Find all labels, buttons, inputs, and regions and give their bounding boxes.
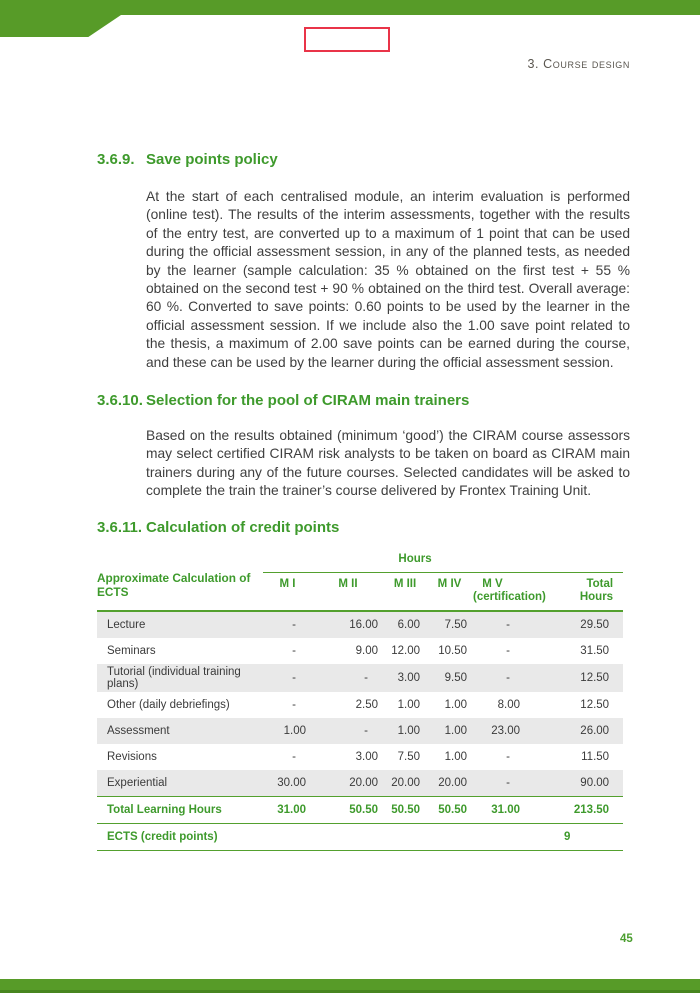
cell: 9.50 <box>444 672 467 684</box>
table-row-ects <box>97 824 623 851</box>
cell: - <box>506 751 510 763</box>
cell-empty <box>263 824 526 851</box>
row-label: Revisions <box>107 751 157 763</box>
cell: 31.50 <box>580 645 610 657</box>
running-header: 3. Course design <box>527 57 630 71</box>
cell: - <box>506 645 510 657</box>
section-paragraph: Based on the results obtained (minimum ‘good’) the CIRAM course assessors may select certified CIRAM risk analysts to be taken on board as CIRAM main trainers during any of the future courses. Selected candidates will be asked to complete the train the trainer’s course delivered by Frontex Training Unit. <box>146 428 630 499</box>
cell: - <box>506 619 510 631</box>
cell: 1.00 <box>444 725 467 737</box>
table-corner-header: Approximate Calculation of ECTS <box>97 550 263 611</box>
cell: 3.00 <box>355 751 378 763</box>
cell: 30.00 <box>277 777 306 789</box>
cell: 26.00 <box>580 725 610 737</box>
row-label: Total Learning Hours <box>97 797 263 824</box>
page-number: 45 <box>620 933 633 945</box>
cell: 12.50 <box>580 699 610 711</box>
table-row-tutorial <box>97 664 623 692</box>
cell: - <box>506 672 510 684</box>
column-header-label: M V <box>482 578 503 590</box>
cell: 50.50 <box>312 797 384 824</box>
row-label: Tutorial (individual training plans) <box>107 666 241 690</box>
cell: 31.00 <box>263 797 312 824</box>
column-header-label: M I <box>279 578 296 590</box>
row-label: Other (daily debriefings) <box>107 699 230 711</box>
cell: 2.50 <box>355 699 378 711</box>
table-row-lecture <box>97 611 623 638</box>
row-label: Assessment <box>107 725 170 737</box>
table-row-seminars <box>97 638 623 664</box>
section-title: Save points policy <box>146 151 278 168</box>
cell: 3.00 <box>397 672 420 684</box>
cell: - <box>364 672 368 684</box>
cell: - <box>292 619 296 631</box>
section-number: 3.6.10. <box>97 392 143 409</box>
cell: 1.00 <box>283 725 306 737</box>
table-row-assessment <box>97 718 623 744</box>
cell: - <box>292 672 296 684</box>
cell: 50.50 <box>426 797 473 824</box>
cell: 12.00 <box>391 645 420 657</box>
column-header-sublabel: Hours <box>579 591 614 603</box>
cell: 7.50 <box>397 751 420 763</box>
cell: 90.00 <box>580 777 610 789</box>
cell: 8.00 <box>497 699 520 711</box>
cell: 9 <box>526 824 623 851</box>
section-title: Selection for the pool of CIRAM main trainers <box>146 392 470 409</box>
cell: - <box>292 699 296 711</box>
column-header-m2 <box>312 573 384 612</box>
cell: 12.50 <box>580 672 610 684</box>
cell: 6.00 <box>397 619 420 631</box>
column-header-m1 <box>263 573 312 612</box>
section-number: 3.6.9. <box>97 151 135 168</box>
row-label: ECTS (credit points) <box>97 824 263 851</box>
section-heading-3610 <box>97 392 630 409</box>
cell: 9.00 <box>355 645 378 657</box>
header-green-wedge <box>0 15 121 37</box>
cell: 23.00 <box>491 725 520 737</box>
cell: 213.50 <box>526 797 623 824</box>
cell: 20.00 <box>349 777 378 789</box>
cell: - <box>506 777 510 789</box>
section-heading-369 <box>97 151 630 168</box>
section-heading-3611 <box>97 519 630 536</box>
column-header-label: M IV <box>437 578 462 590</box>
cell: 31.00 <box>473 797 526 824</box>
section-number: 3.6.11. <box>97 519 143 536</box>
cell: 11.50 <box>581 751 610 763</box>
column-header-label: M II <box>338 578 358 590</box>
cell: 50.50 <box>384 797 426 824</box>
cell: 1.00 <box>397 699 420 711</box>
table-row-revisions <box>97 744 623 770</box>
redaction-box <box>304 27 390 52</box>
column-header-m4 <box>426 573 473 612</box>
cell: 1.00 <box>397 725 420 737</box>
row-label: Seminars <box>107 645 156 657</box>
cell: - <box>364 725 368 737</box>
column-header-sublabel: (certification) <box>473 591 546 603</box>
footer-green-bar <box>0 979 700 993</box>
cell: 20.00 <box>391 777 420 789</box>
cell: - <box>292 751 296 763</box>
table-row-other <box>97 692 623 718</box>
row-label: Experiential <box>107 777 168 789</box>
header-green-bar <box>0 0 700 15</box>
cell: - <box>292 645 296 657</box>
table-row-experiential <box>97 770 623 797</box>
section-paragraph: At the start of each centralised module, an interim evaluation is performed (online test). The results of the interim assessments, together with the results of the entry test, are converted up to a maximum of 1 point that can be used during the official assessment session, in any of the planned tests, as needed by the learner (sample calculation: 35 % obtained on the first test + 55 % obtained on the second test + 90 % obtained on the third test. Overall average: 60 %. Converted to save points: 0.60 points to be used by the learner in the official assessment session. If we include also the 1.00 save point related to the thesis, a maximum of 2.00 save points can be earned during the course, and these can be used by the learner during the official assessment session. <box>146 189 630 370</box>
cell: 16.00 <box>349 619 378 631</box>
table-group-header: Hours <box>263 550 623 573</box>
cell: 10.50 <box>438 645 467 657</box>
column-header-label: Total <box>586 578 614 590</box>
cell: 1.00 <box>444 751 467 763</box>
ects-table <box>97 550 623 851</box>
cell: 20.00 <box>438 777 467 789</box>
column-header-m3 <box>384 573 426 612</box>
table-row-total-learning-hours <box>97 797 623 824</box>
column-header-label: M III <box>393 578 417 590</box>
cell: 1.00 <box>444 699 467 711</box>
cell: 29.50 <box>580 619 610 631</box>
cell: 7.50 <box>444 619 467 631</box>
column-header-m5 <box>473 573 546 612</box>
row-label: Lecture <box>107 619 146 631</box>
table-group-header-row <box>97 550 623 573</box>
section-title: Calculation of credit points <box>146 519 340 536</box>
